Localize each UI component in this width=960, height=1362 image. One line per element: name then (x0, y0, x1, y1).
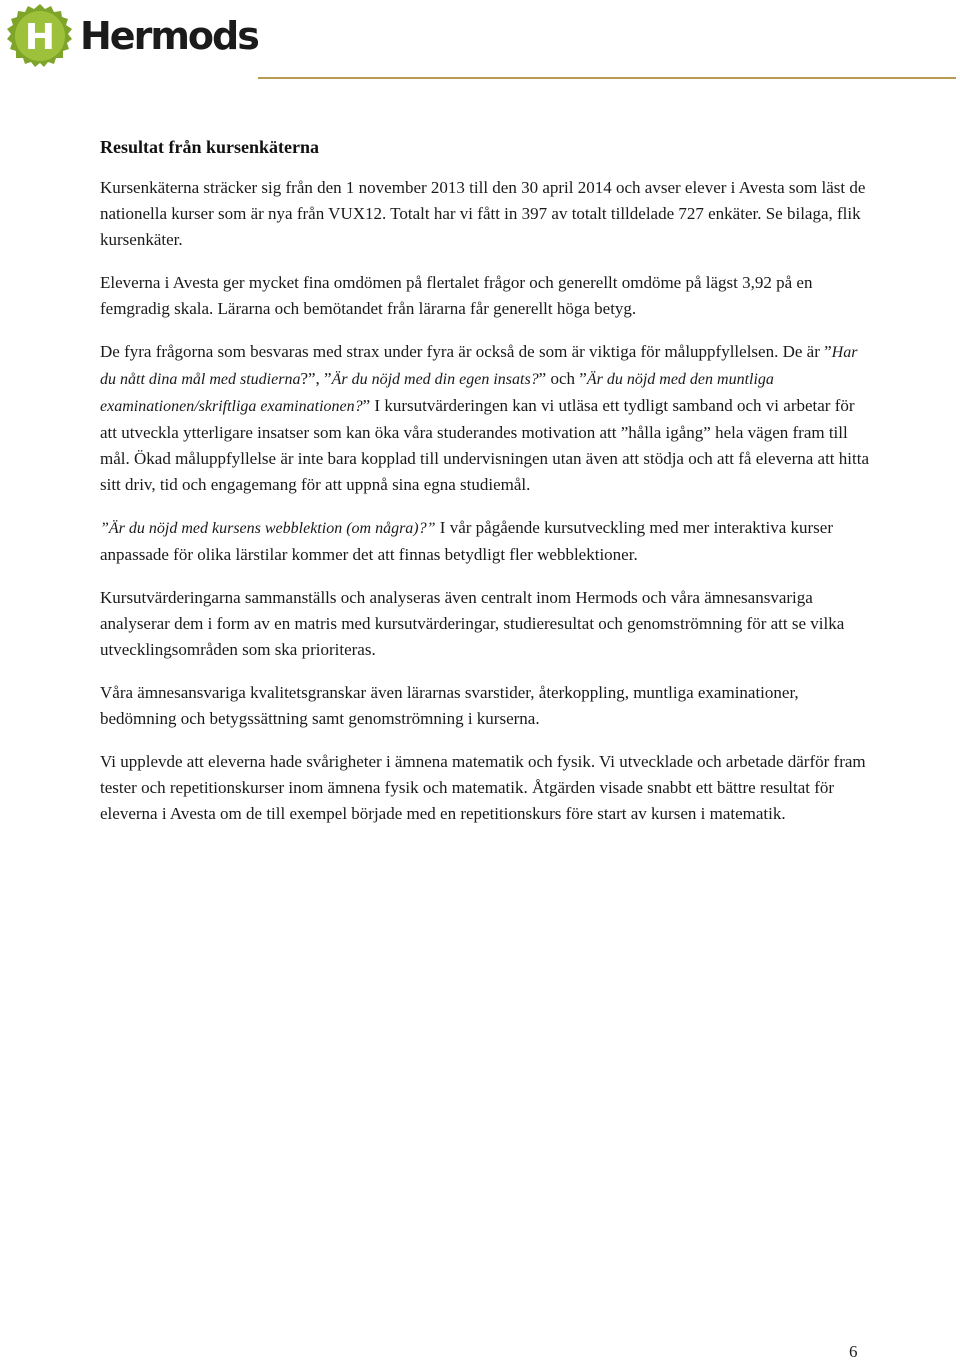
question-own-effort: Är du nöjd med din egen insats? (331, 371, 539, 388)
paragraph-3-text-4: ” I kursutvärderingen kan vi utläsa ett tydligt samband och vi arbetar för att utveckla ytterligare insatser som kan öka våra studerandes motivation att ”hålla igång” hela vägen fram till mål. Ökad måluppfyllelse är inte bara kopplad till undervisningen utan även att stödja och att få eleverna att hitta sitt driv, tid och engagemang för att uppnå sina egna studiemål. (100, 396, 869, 494)
paragraph-6: Våra ämnesansvariga kvalitetsgranskar även lärarnas svarstider, återkoppling, muntliga examinationer, bedömning och betygssättning samt genomströmning i kurserna. (100, 683, 799, 728)
logo-letter: H (24, 17, 56, 58)
page-number: 6 (849, 1342, 858, 1361)
question-examination: Är du nöjd med den muntliga examinationen/skriftliga examinationen? (100, 371, 774, 415)
paragraph-5: Kursutvärderingarna sammanställs och analyseras även centralt inom Hermods och våra ämnesansvariga analyserar dem i form av en matris med kursutvärderingar, studieresultat och genomströmning för att se vilka utvecklingsområden som ska prioriteras. (100, 588, 845, 659)
paragraph-3-text-1: De fyra frågorna som besvaras med strax under fyra är också de som är viktiga för måluppfyllelsen. De är ” (100, 342, 832, 361)
header-divider (258, 77, 956, 79)
paragraph-2: Eleverna i Avesta ger mycket fina omdömen på flertalet frågor och generellt omdöme på lägst 3,92 på en femgradig skala. Lärarna och bemötandet från lärarna får generellt höga betyg. (100, 273, 813, 318)
logo-wordmark: Hermods (80, 14, 258, 58)
paragraph-4 (100, 515, 870, 568)
paragraph-3 (100, 339, 870, 498)
paragraph-4-text: I vår pågående kursutveckling med mer interaktiva kurser anpassade för olika lärstilar kommer det att finnas betydligt fler webblektioner. (100, 518, 833, 564)
section-title: Resultat från kursenkäterna (100, 137, 319, 157)
question-web-lesson: ”Är du nöjd med kursens webblektion (om några)?” (100, 520, 436, 537)
paragraph-3-text-3: ” och ” (538, 369, 587, 388)
logo-badge-icon (6, 3, 74, 71)
paragraph-7: Vi upplevde att eleverna hade svårigheter i ämnena matematik och fysik. Vi utvecklade och arbetade därför fram tester och repetitionskurser inom ämnena fysik och matematik. Åtgärden visade snabbt ett bättre resultat för eleverna i Avesta om de till exempel började med en repetitionskurs före start av kursen i matematik. (100, 752, 866, 823)
paragraph-3-text-2: ?”, ” (300, 369, 332, 388)
paragraph-1: Kursenkäterna sträcker sig från den 1 november 2013 till den 30 april 2014 och avser elever i Avesta som läst de nationella kurser som är nya från VUX12. Totalt har vi fått in 397 av totalt tilldelade 727 enkäter. Se bilaga, flik kursenkäter. (100, 178, 866, 249)
question-goals: Har du nått dina mål med studierna (100, 344, 858, 388)
hermods-logo (6, 3, 262, 69)
document-body (100, 135, 870, 844)
